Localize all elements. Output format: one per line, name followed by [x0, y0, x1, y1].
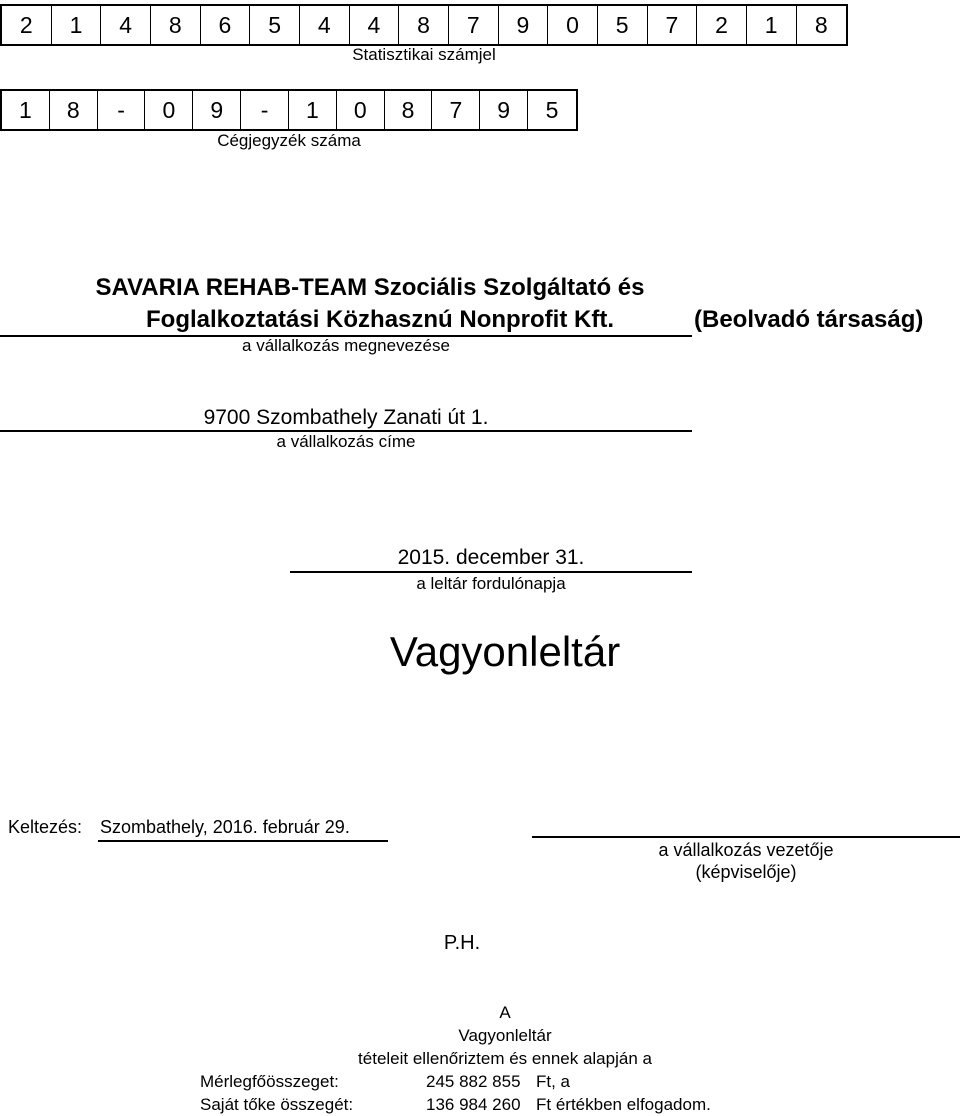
statistical-number-digit: 8 — [399, 6, 449, 44]
statistical-number-digit: 6 — [201, 6, 251, 44]
document-title: Vagyonleltár — [389, 628, 621, 675]
balance-suffix: Ft, a — [536, 1072, 571, 1091]
statistical-number-digit: 4 — [300, 6, 350, 44]
company-address: 9700 Szombathely Zanati út 1. — [203, 406, 489, 429]
statistical-number-digit: 8 — [151, 6, 201, 44]
balance-label: Mérlegfőösszeget: — [200, 1072, 339, 1091]
statistical-number-digit: 5 — [598, 6, 648, 44]
registry-number-digit: - — [98, 91, 146, 129]
statistical-number-digit: 0 — [548, 6, 598, 44]
company-name-line1: SAVARIA REHAB-TEAM Szociális Szolgáltató és — [95, 274, 645, 301]
statistical-number-digit: 9 — [499, 6, 549, 44]
statistical-number-digit: 7 — [648, 6, 698, 44]
stamp-placeholder: P.H. — [443, 932, 481, 954]
registry-number-digit: 5 — [545, 96, 559, 123]
registry-number-digit: 9 — [193, 91, 241, 129]
company-address-caption: a vállalkozás címe — [276, 432, 416, 451]
statistical-number-digit: 2 — [697, 6, 747, 44]
registry-number-digit: 8 — [50, 91, 98, 129]
company-name-line2: Foglalkoztatási Közhasznú Nonprofit Kft. — [146, 306, 614, 333]
registry-number-digit: 1 — [2, 91, 50, 129]
statistical-number-digit: 4 — [101, 6, 151, 44]
inventory-date: 2015. december 31. — [397, 546, 585, 569]
approval-line1: A — [499, 1003, 511, 1022]
dated-value: Szombathely, 2016. február 29. — [100, 817, 350, 837]
registry-number-digit: 8 — [385, 91, 433, 129]
equity-value: 136 984 260 — [426, 1095, 521, 1114]
equity-label: Saját tőke összegét: — [200, 1095, 354, 1114]
registry-number-caption: Cégjegyzék száma — [217, 131, 361, 150]
approval-line2: Vagyonleltár — [458, 1026, 552, 1045]
balance-value: 245 882 855 — [426, 1072, 521, 1091]
registry-number-digit: 0 — [337, 91, 385, 129]
statistical-number-digit: 5 — [250, 6, 300, 44]
manager-caption-line2: (képviselője) — [695, 862, 797, 882]
manager-signature-line — [532, 836, 960, 838]
dated-underline — [98, 840, 388, 842]
registry-number-digit: 9 — [480, 91, 528, 129]
inventory-date-underline — [290, 571, 692, 573]
approval-line3: tételeit ellenőriztem és ennek alapján a — [358, 1049, 652, 1068]
registry-number-boxes — [0, 89, 578, 131]
statistical-number-caption: Statisztikai számjel — [352, 45, 496, 64]
statistical-number-digit: 2 — [2, 6, 52, 44]
manager-caption-line1: a vállalkozás vezetője — [658, 840, 834, 860]
registry-number-digit: 7 — [432, 91, 480, 129]
registry-number-digit: 0 — [145, 91, 193, 129]
statistical-number-digit: 4 — [350, 6, 400, 44]
statistical-number-digit: 1 — [52, 6, 102, 44]
statistical-number-digit: 7 — [449, 6, 499, 44]
company-status: (Beolvadó társaság) — [694, 306, 924, 333]
statistical-number-boxes — [0, 4, 848, 46]
registry-number-digit: 1 — [289, 91, 337, 129]
inventory-date-caption: a leltár fordulónapja — [416, 574, 566, 593]
equity-suffix: Ft értékben elfogadom. — [536, 1095, 711, 1114]
statistical-number-digit: 8 — [814, 11, 828, 38]
dated-label: Keltezés: — [8, 817, 83, 837]
company-name-caption: a vállalkozás megnevezése — [242, 336, 450, 355]
registry-number-digit: - — [241, 91, 289, 129]
statistical-number-digit: 1 — [747, 6, 797, 44]
